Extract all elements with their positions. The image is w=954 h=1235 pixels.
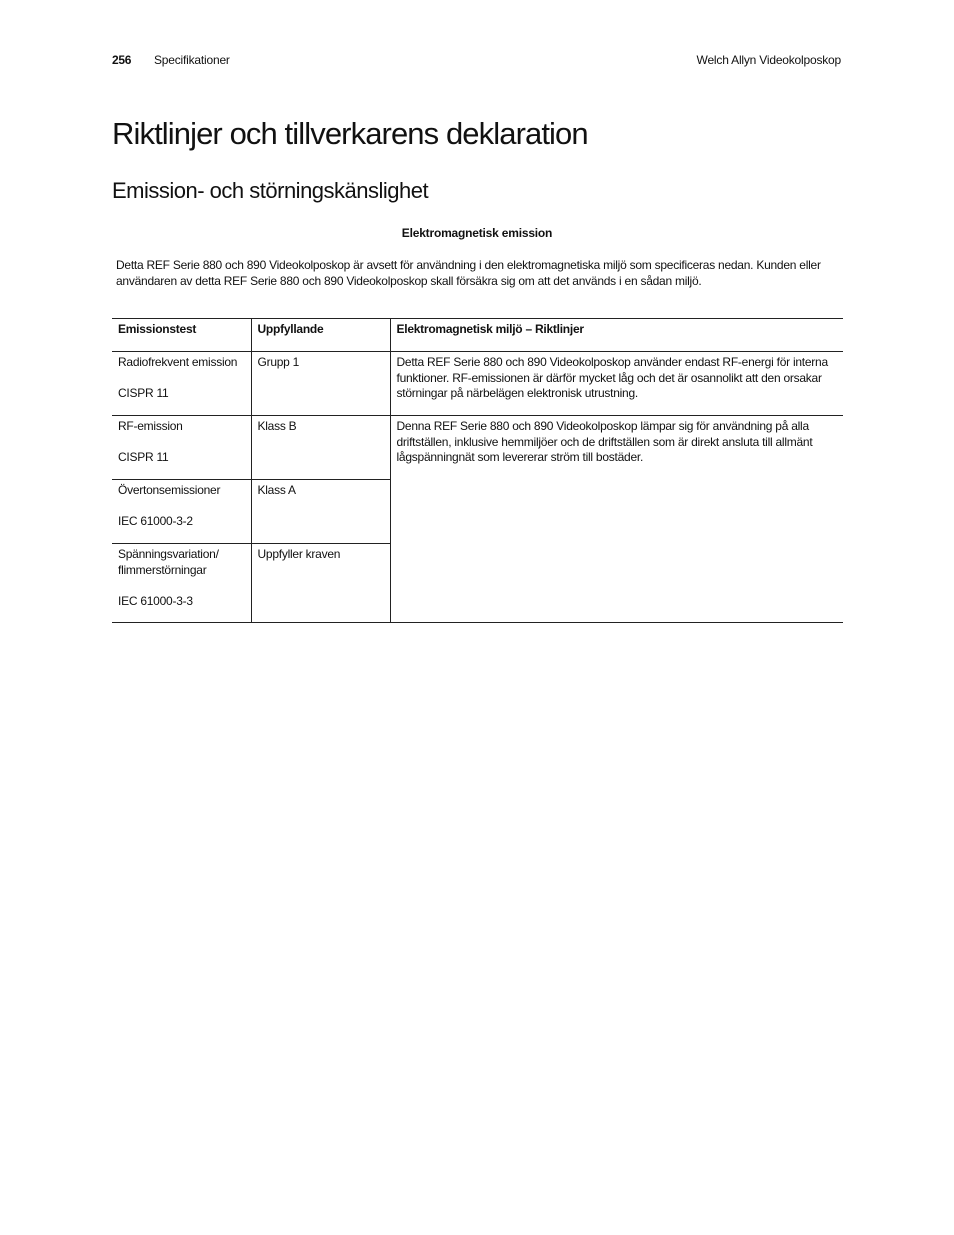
emission-test-standard: IEC 61000-3-3 <box>118 593 193 608</box>
table-caption: Elektromagnetisk emission <box>401 226 553 240</box>
emission-table <box>112 318 843 623</box>
compliance-cell: Uppfyller kraven <box>251 544 390 623</box>
compliance-cell: Klass B <box>251 416 390 480</box>
emission-test-cell <box>112 352 251 416</box>
guidance-cell: Denna REF Serie 880 och 890 Videokolposkop lämpar sig för användning på alla driftställen, inklusive hemmiljöer och de driftställen som är direkt ansluta till allmänt lågspänningnät som levererar ström till bostäder. <box>390 416 843 623</box>
intro-paragraph: Detta REF Serie 880 och 890 Videokolposkop är avsett för användning i den elektromagnetiska miljö som specificeras nedan. Kunden eller användaren av detta REF Serie 880 och 890 Videokolposkop skall försäkra sig om att det används i en sådan miljö. <box>116 258 821 288</box>
column-header-guidance: Elektromagnetisk miljö – Riktlinjer <box>390 319 843 352</box>
emission-test-name: RF-emission <box>118 419 183 433</box>
page-header <box>0 53 954 69</box>
emission-test-name: Övertonsemissioner <box>118 483 221 497</box>
emission-test-standard: CISPR 11 <box>118 450 169 464</box>
table-row <box>112 352 843 416</box>
document-title: Welch Allyn Videokolposkop <box>696 53 841 67</box>
page-number: 256 <box>112 53 132 67</box>
table-header-row <box>112 319 843 352</box>
emission-test-name-line2: flimmerstörningar <box>118 562 207 577</box>
table-row <box>112 416 843 480</box>
emission-test-name: Radiofrekvent emission <box>118 355 238 369</box>
emission-test-cell <box>112 480 251 544</box>
emission-test-name-line1: Spänningsvariation/ <box>118 547 219 561</box>
emission-test-standard: CISPR 11 <box>118 386 169 400</box>
section-name: Specifikationer <box>154 53 230 67</box>
compliance-cell: Grupp 1 <box>251 352 390 416</box>
compliance-cell: Klass A <box>251 480 390 544</box>
emission-test-cell <box>112 544 251 623</box>
emission-test-standard: IEC 61000-3-2 <box>118 514 193 528</box>
emission-test-cell <box>112 416 251 480</box>
guidance-cell: Detta REF Serie 880 och 890 Videokolposkop använder endast RF-energi för interna funktioner. RF-emissionen är därför mycket låg och det är osannolikt att den orsakar störningar på närbelägen elektronisk utrustning. <box>390 352 843 416</box>
page-subtitle: Emission- och störningskänslighet <box>112 178 429 203</box>
column-header-compliance: Uppfyllande <box>251 319 390 352</box>
page-title: Riktlinjer och tillverkarens deklaration <box>112 116 588 151</box>
column-header-test: Emissionstest <box>112 319 251 352</box>
